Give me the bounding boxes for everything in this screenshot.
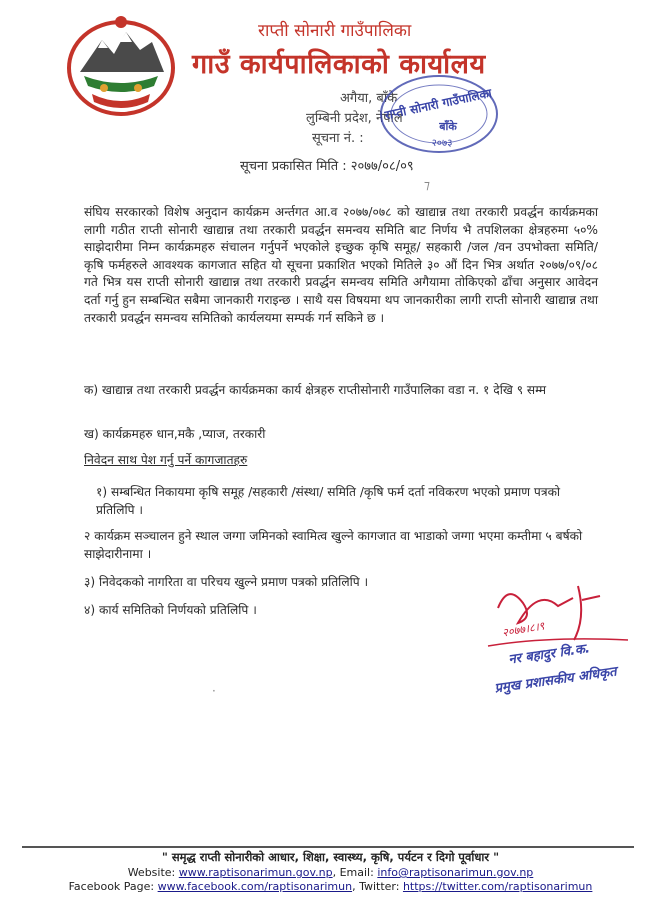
item-kha: ख) कार्यक्रमहरु धान,मकै ,प्याज, तरकारी [84,427,266,441]
nepal-emblem-icon [62,10,180,120]
municipality-name: राप्ती सोनारी गाउँपालिका [258,21,412,41]
stamp-line2: बाँके [439,120,457,133]
twitter-link[interactable]: https://twitter.com/raptisonarimun [402,880,593,893]
facebook-link[interactable]: www.facebook.com/raptisonarimun [157,880,353,893]
signature-block [478,578,646,698]
item-ka: क) खाद्यान्न तथा तरकारी प्रवर्द्धन कार्यक्रमका कार्य क्षेत्रहरु राप्तीसोनारी गाउँपालिका वडा न. १ देखि ९ सम्म [84,383,547,397]
footer-social-line [0,880,661,893]
doc-item-4: ४) कार्य समितिको निर्णयको प्रतिलिपि । [84,603,257,617]
notice-number: सूचना नं. : [312,131,364,146]
pen-mark-icon: ⁊ [424,178,430,192]
stamp-line1: राप्ती सोनारी गाउँपालिका [383,85,493,123]
stamp-line3: २०७३ [431,138,453,149]
twitter-label: , Twitter: [352,880,403,893]
footer-slogan: " समृद्ध राप्ती सोनारीको आधार, शिक्षा, स्वास्थ्य, कृषि, पर्यटन र दिगो पूर्वाधार " [161,850,500,864]
footer-divider [22,846,634,848]
office-address: अगैया, बाँके [340,91,398,106]
province-line: लुम्बिनी प्रदेश, नेपाल [306,111,403,126]
office-title: गाउँ कार्यपालिकाको कार्यालय [192,49,486,80]
notice-body: संघिय सरकारको विशेष अनुदान कार्यक्रम अर्न्तगत आ.व २०७७/०७८ को खाद्यान्न तथा तरकारी प्रवर्द्धन कार्यक्रमका लागी गठीत राप्ती सोनारी खाद्यान्न तथा तरकारी प्रवर्द्धन समन्वय समिति बाट निर्णय भै तपशिलका क्षेत्रहरुमा ५०% साझेदारीमा निम्न कार्यक्रमहरु संचालन गर्नुपर्ने भएकोले इच्छुक कृषि समूह/ सहकारी /जल /वन उपभोक्ता समिति/ कृषि फर्महरुले आवश्यक कागजात सहित यो सूचना प्रकाशित भएको मितिले ३० औं दिन भित्र अर्थात २०७७/०९/०८ गते भित्र यस राप्ती सोनारी खाद्यान्न तथा तरकारी प्रवर्द्धन समन्वय समिति अगैयामा तोकिएको ढाँचा अनुसार आवेदन दर्ता गर्नु हुन सम्बन्धित सबैमा जानकारी गराइन्छ । साथै यस विषयमा थप जानकारीका लागी राप्ती सोनारी खाद्यान्न तथा तरकारी प्रवर्द्धन समन्वय समितिको कार्यलयमा सम्पर्क गर्न सकिने छ । [84,205,598,325]
doc-item-1: १) सम्बन्धित निकायमा कृषि समूह /सहकारी /संस्था/ समिति /कृषि फर्म दर्ता नविकरण भएको प्रमाण पत्रको प्रतिलिपि । [96,485,561,517]
doc-item-3: ३) निवेदकको नागरिता वा परिचय खुल्ने प्रमाण पत्रको प्रतिलिपि । [84,575,369,589]
website-label: Website: [127,866,179,879]
dot-mark-icon: · [212,684,216,698]
doc-item-2: २ कार्यक्रम सञ्चालन हुने स्थाल जग्गा जमिनको स्वामित्व खुल्ने कागजात वा भाडाको जग्गा भएमा कम्तीमा ५ बर्षको साझेदारीनामा । [84,529,583,561]
website-link[interactable]: www.raptisonarimun.gov.np [178,866,333,879]
signatory-name: नर बहादुर वि.क. [507,641,591,668]
notice-date: सूचना प्रकासित मिति : २०७७/०८/०९ [240,159,414,174]
signature-date: २०७७।८।९ [501,619,546,640]
facebook-label: Facebook Page: [68,880,158,893]
email-link[interactable]: info@raptisonarimun.gov.np [377,866,534,879]
email-label: , Email: [332,866,378,879]
signatory-title: प्रमुख प्रशासकीय अधिकृत [493,664,618,697]
office-stamp [376,70,502,158]
docs-heading: निवेदन साथ पेश गर्नु पर्ने कागजातहरु [84,453,248,467]
footer-contact-line [0,866,661,879]
